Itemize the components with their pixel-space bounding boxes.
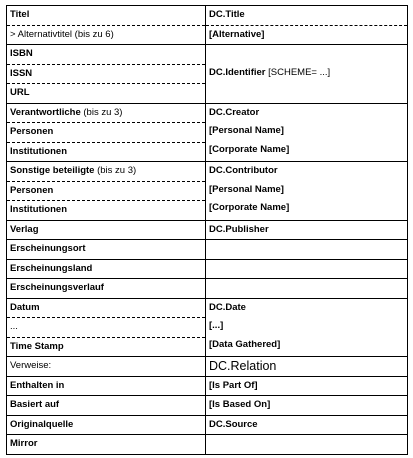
dc-element-label [206,141,407,160]
cell-content [206,396,407,415]
field-label [7,162,205,182]
field-cell [7,376,206,396]
cell-content [7,357,205,376]
label-bold-text: Datum [10,301,40,313]
field-cell [7,220,206,240]
cell-content [206,162,407,218]
dublin-core-cell [206,103,408,162]
cell-content [7,416,205,435]
dc-element-label [206,162,407,181]
field-label [7,104,205,124]
label-normal-text: [SCHEME= ...] [265,66,331,78]
label-normal-text: (bis zu 3) [80,106,123,118]
label-bold-text: Erscheinungsverlauf [10,282,104,293]
field-cell [7,396,206,416]
label-bold-text: DC.Title [209,9,245,20]
cell-content [7,260,205,279]
label-bold-text: Time Stamp [10,340,64,352]
dc-element-label [206,199,407,218]
dc-element-label [206,279,407,298]
field-label [7,201,205,220]
label-bold-text: [Is Part Of] [209,379,258,391]
cell-content [7,240,205,259]
field-label [7,338,205,357]
table-row [7,162,408,221]
dublin-core-cell [206,162,408,221]
label-bold-text: DC.Source [209,418,258,430]
table-row [7,279,408,299]
cell-content [7,435,205,454]
label-bold-text: Verantwortliche [10,106,81,118]
dublin-core-cell [206,259,408,279]
cell-content [206,357,407,376]
dc-element-label [206,64,407,83]
cell-content [7,299,205,357]
dublin-core-cell [206,396,408,416]
dublin-core-cell [206,376,408,396]
cell-content [206,240,407,259]
cell-content [7,162,205,220]
label-bold-text: Titel [10,9,30,20]
cell-content [206,221,407,240]
label-bold-text: Erscheinungsort [10,243,86,254]
cell-content [7,6,205,44]
dc-element-label [206,45,407,64]
field-label [7,123,205,143]
dublin-core-cell [206,220,408,240]
label-bold-text: DC.Creator [209,106,260,118]
table-row [7,435,408,455]
field-cell [7,45,206,104]
label-bold-text: [Data Gathered] [209,338,281,350]
label-bold-text: URL [10,87,30,98]
field-label [7,221,205,240]
table-row [7,220,408,240]
dublin-core-cell [206,298,408,357]
field-label [7,240,205,259]
cell-content [206,6,407,44]
dublin-core-cell [206,240,408,260]
field-label [7,26,205,45]
metadata-mapping-table [6,5,408,357]
dc-element-label [206,396,407,415]
field-label [7,357,205,376]
table-row [7,415,408,435]
cell-content [7,377,205,396]
label-large-text: DC.Relation [209,359,277,373]
table-row [7,6,408,45]
label-bold-text: ISSN [10,67,33,79]
label-bold-text: DC.Contributor [209,165,278,176]
dublin-core-cell [206,279,408,299]
cell-content [7,279,205,298]
field-cell [7,240,206,260]
label-bold-text: [Personal Name] [209,183,284,195]
field-label [7,435,205,454]
field-label [7,65,205,85]
dublin-core-cell [206,45,408,104]
cell-content [206,279,407,298]
dc-element-label [206,104,407,123]
dc-element-label [206,435,407,454]
table-row [7,357,408,377]
dc-element-label [206,317,407,336]
label-bold-text: Enthalten in [10,379,65,391]
label-bold-text: Personen [10,126,54,137]
field-cell [7,279,206,299]
cell-content [206,416,407,435]
label-bold-text: [Corporate Name] [209,202,290,213]
field-cell [7,6,206,45]
cell-content [7,396,205,415]
relation-mapping-table [6,356,408,455]
cell-content [7,104,205,162]
cell-content [206,45,407,101]
field-cell [7,103,206,162]
field-label [7,279,205,298]
field-label [7,143,205,162]
dc-element-label [206,336,407,355]
field-label [7,6,205,26]
dc-element-label [206,299,407,318]
cell-content [206,260,407,279]
dc-element-label [206,82,407,101]
field-label [7,318,205,338]
field-cell [7,259,206,279]
dublin-core-cell [206,415,408,435]
mapping-table-body [7,6,408,357]
label-normal-text: ... [10,321,18,332]
field-cell [7,415,206,435]
label-bold-text: Erscheinungsland [10,262,93,274]
dc-element-label [206,260,407,279]
field-label [7,84,205,103]
dc-element-label [206,357,407,376]
dublin-core-cell [206,357,408,377]
field-label [7,377,205,396]
relation-table-body [7,357,408,455]
label-bold-text: Originalquelle [10,418,74,430]
field-label [7,260,205,279]
field-label [7,299,205,319]
table-row [7,240,408,260]
table-row [7,45,408,104]
field-label [7,182,205,202]
table-row [7,259,408,279]
label-bold-text: [Alternative] [209,28,265,40]
label-normal-text: > Alternativtitel (bis zu 6) [10,28,114,40]
field-cell [7,357,206,377]
field-cell [7,298,206,357]
cell-content [7,221,205,240]
field-cell [7,162,206,221]
dc-element-label [206,416,407,435]
field-label [7,45,205,65]
table-row [7,396,408,416]
field-cell [7,435,206,455]
label-bold-text: Sonstige beteiligte [10,165,95,176]
label-bold-text: Basiert auf [10,399,60,410]
label-bold-text: [Is Based On] [209,399,271,410]
dc-element-label [206,221,407,240]
dc-element-label [206,26,407,45]
table-row [7,376,408,396]
cell-content [206,435,407,454]
table-row [7,103,408,162]
dc-element-label [206,240,407,259]
label-bold-text: [Personal Name] [209,125,284,136]
label-bold-text: DC.Date [209,301,246,313]
dublin-core-cell [206,6,408,45]
dc-element-label [206,181,407,200]
label-bold-text: Institutionen [10,204,67,215]
cell-content [206,299,407,355]
label-bold-text: [Corporate Name] [209,143,290,155]
dc-element-label [206,6,407,26]
label-bold-text: Institutionen [10,145,67,157]
field-label [7,396,205,415]
label-normal-text: (bis zu 3) [94,165,137,176]
cell-content [7,45,205,103]
cell-content [206,104,407,160]
dc-element-label [206,377,407,396]
label-bold-text: Personen [10,184,54,196]
label-bold-text: Mirror [10,438,38,449]
dc-element-label [206,122,407,141]
label-bold-text: ISBN [10,48,33,59]
label-bold-text: [...] [209,320,224,331]
field-label [7,416,205,435]
label-bold-text: DC.Identifier [209,66,266,78]
table-row [7,298,408,357]
label-normal-text: Verweise: [10,360,52,371]
dublin-core-cell [206,435,408,455]
cell-content [206,377,407,396]
label-bold-text: Verlag [10,223,39,235]
label-bold-text: DC.Publisher [209,223,269,235]
